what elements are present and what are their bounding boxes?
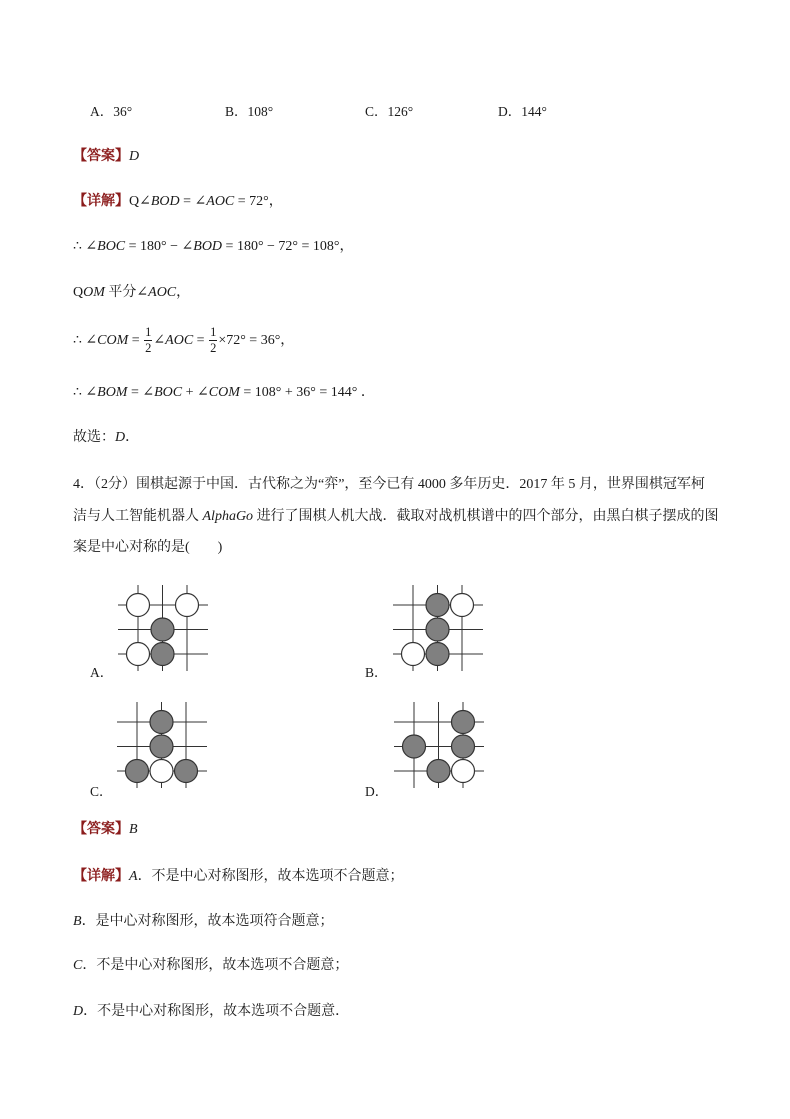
black-stone (175, 760, 198, 783)
text-run: ．不是中心对称图形，故本选项不合题意． (83, 1004, 350, 1019)
go-board-a (118, 585, 208, 671)
go-board-b (393, 585, 483, 671)
q4-choice-label-a: A． (90, 665, 114, 680)
math-variable: C (73, 958, 83, 973)
text-run: 平分∠ (104, 285, 149, 300)
go-board-grid (117, 702, 207, 788)
math-variable: AOC (206, 194, 235, 209)
black-stone (427, 760, 450, 783)
fraction-numerator: 1 (145, 325, 152, 340)
white-stone (127, 643, 150, 666)
text-run: ×72° = 36°， (218, 333, 295, 348)
q3-solution-line-2 (73, 238, 354, 256)
text-run: 进行了围棋人机大战．截取对战机棋谱中的四个部分，由黑白棋子摆成的图 (253, 509, 719, 524)
q3-option-b: B．108° (225, 104, 274, 119)
section-tag: 【答案】 (73, 149, 129, 164)
go-board-grid (394, 702, 484, 788)
q4-choice-label-c: C． (90, 784, 113, 799)
fraction (209, 326, 217, 355)
section-tag: 【答案】 (73, 822, 129, 837)
math-variable: A (129, 869, 138, 884)
q3-solution-line-3 (73, 284, 190, 302)
q3-solution-line-1 (73, 193, 283, 211)
black-stone (151, 618, 174, 641)
q3-option-d: D．144° (498, 104, 547, 119)
black-stone (151, 643, 174, 666)
go-board-d (394, 702, 484, 788)
text-run: Q (73, 285, 84, 300)
text-run: 洁与人工智能机器人 (73, 509, 203, 524)
section-tag: 【详解】 (73, 869, 129, 884)
text-run: = 180° − 72° = 108°， (222, 239, 354, 254)
math-variable: BOC (97, 239, 126, 254)
text-run: = 180° − ∠ (125, 239, 194, 254)
text-run: + ∠ (182, 385, 209, 400)
text-run: ． (125, 430, 140, 445)
text-run: ．不是中心对称图形，故本选项不合题意； (82, 958, 349, 973)
text-run: ∴ ∠ (73, 333, 98, 348)
white-stone (452, 760, 475, 783)
math-variable: BOM (97, 385, 128, 400)
black-stone (403, 735, 426, 758)
math-variable: OM (83, 285, 105, 300)
white-stone (127, 594, 150, 617)
text-run: 案是中心对称的是( ) (73, 540, 223, 555)
fraction (144, 326, 152, 355)
math-variable: BOC (154, 385, 183, 400)
text-run: ．不是中心对称图形，故本选项不合题意； (137, 869, 404, 884)
text-run: ∴ ∠ (73, 239, 98, 254)
q3-answer (73, 148, 139, 166)
fraction-numerator: 1 (210, 325, 217, 340)
q4-stem-line-3 (73, 539, 222, 557)
q3-conclusion (73, 429, 139, 447)
q4-solution-line-1 (73, 868, 404, 886)
text-run: Q∠ (129, 194, 151, 209)
q4-solution-line-4 (73, 1003, 349, 1021)
q4-choice-label-d: D． (365, 784, 389, 799)
text-run: 4．（2分）围棋起源于中国．古代称之为“弈”，至今已有 4000 多年历史．2017 年 5 月，世界围棋冠军柯 (73, 477, 705, 492)
math-variable: D (73, 1004, 84, 1019)
math-variable: AOC (165, 333, 194, 348)
section-tag: 【详解】 (73, 194, 129, 209)
math-variable: BOD (150, 194, 180, 209)
go-board-c (117, 702, 207, 788)
math-variable: B (73, 914, 82, 929)
q3-option-c: C．126° (365, 104, 414, 119)
black-stone (150, 711, 173, 734)
math-variable: AlphaGo (202, 509, 254, 524)
black-stone (426, 618, 449, 641)
text-run: = ∠ (179, 194, 207, 209)
math-variable: D (129, 149, 140, 164)
text-run: = (128, 333, 144, 348)
q4-solution-line-2 (73, 913, 334, 931)
math-variable: BOD (193, 239, 223, 254)
q4-solution-line-3 (73, 957, 348, 975)
go-board-grid (393, 585, 483, 671)
math-variable: COM (97, 333, 129, 348)
black-stone (452, 735, 475, 758)
text-run: 故选： (73, 430, 115, 445)
white-stone (176, 594, 199, 617)
white-stone (451, 594, 474, 617)
math-variable: COM (208, 385, 240, 400)
math-variable: AOC (148, 285, 177, 300)
fraction-denominator: 2 (210, 341, 217, 356)
black-stone (452, 711, 475, 734)
q3-solution-line-5 (73, 384, 375, 402)
text-run: ∠ (153, 333, 166, 348)
text-run: = ∠ (127, 385, 155, 400)
text-run: = 72°， (234, 194, 283, 209)
text-run: ∴ ∠ (73, 385, 98, 400)
q3-solution-line-4 (73, 325, 294, 357)
text-run: = 108° + 36° = 144° ． (239, 385, 375, 400)
black-stone (150, 735, 173, 758)
black-stone (426, 594, 449, 617)
math-variable: B (129, 822, 138, 837)
white-stone (150, 760, 173, 783)
text-run: ．是中心对称图形，故本选项符合题意； (81, 914, 334, 929)
q3-option-a: A．36° (90, 104, 133, 119)
math-variable: D (115, 430, 126, 445)
q4-stem-line-1 (73, 476, 705, 494)
black-stone (126, 760, 149, 783)
text-run: = (193, 333, 209, 348)
white-stone (402, 643, 425, 666)
black-stone (426, 643, 449, 666)
q4-answer (73, 821, 138, 839)
go-board-grid (118, 585, 208, 671)
fraction-denominator: 2 (145, 341, 152, 356)
q4-choice-label-b: B． (365, 665, 388, 680)
q4-stem-line-2 (73, 508, 719, 526)
text-run: ， (176, 285, 191, 300)
